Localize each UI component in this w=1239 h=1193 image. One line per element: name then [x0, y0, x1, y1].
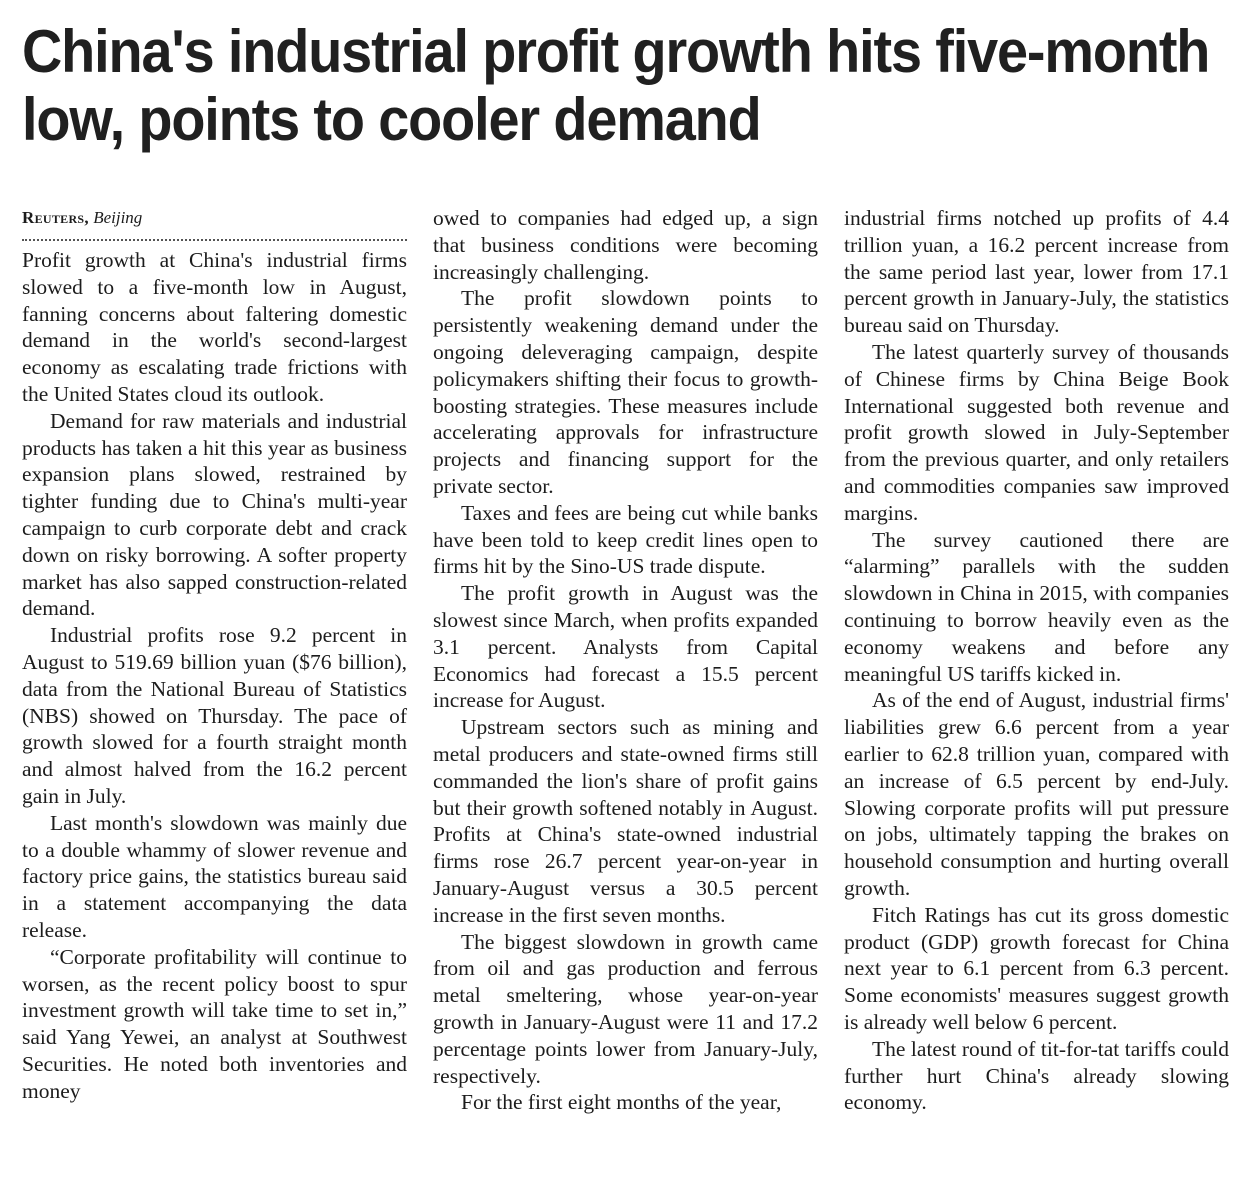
paragraph: The survey cautioned there are “alarming” parallels with the sudden slowdown in China in 2015, with companies continuing to borrow heavily even as the economy weakens and before any meaningful US tariffs kicked in.	[844, 527, 1229, 686]
paragraph: The biggest slowdown in growth came from oil and gas production and ferrous metal smeltering, whose year-on-year growth in January-August were 11 and 17.2 percentage points lower from January-July, respectively.	[433, 929, 818, 1088]
column-1	[22, 205, 407, 1116]
paragraph: “Corporate profitability will continue to worsen, as the recent policy boost to spur investment growth will take time to set in,” said Yang Yewei, an analyst at Southwest Securities. He noted both inventories and money	[22, 944, 407, 1103]
column-2	[433, 205, 818, 1116]
paragraph: Profit growth at China's industrial firms slowed to a five-month low in August, fanning concerns about faltering domestic demand in the world's second-largest economy as escalating trade frictions with the United States cloud its outlook.	[22, 248, 407, 406]
paragraph: Fitch Ratings has cut its gross domestic product (GDP) growth forecast for China next year to 6.1 percent from 6.3 percent. Some economists' measures suggest growth is already well below 6 percent.	[844, 902, 1229, 1034]
paragraph: For the first eight months of the year,	[461, 1090, 782, 1115]
article-columns	[22, 205, 1229, 1116]
paragraph: The latest quarterly survey of thousands of Chinese firms by China Beige Book International suggested both revenue and profit growth slowed in July-September from the previous quarter, and only retailers and commodities companies saw improved margins.	[844, 339, 1229, 525]
paragraph: As of the end of August, industrial firms' liabilities grew 6.6 percent from a year earlier to 62.8 trillion yuan, compared with an increase of 6.5 percent by end-July. Slowing corporate profits will put pressure on jobs, ultimately tapping the brakes on household consumption and hurting overall growth.	[844, 688, 1229, 900]
paragraph: The latest round of tit-for-tat tariffs could further hurt China's already slowing economy.	[844, 1036, 1229, 1115]
dotted-divider	[22, 235, 407, 241]
paragraph: Upstream sectors such as mining and metal producers and state-owned firms still commanded the lion's share of profit gains but their growth softened notably in August. Profits at China's state-owned industrial firms rose 26.7 percent year-on-year in January-August versus a 30.5 percent increase in the first seven months.	[433, 715, 818, 927]
headline: China's industrial profit growth hits five-month low, points to cooler demand	[22, 18, 1210, 153]
paragraph: The profit slowdown points to persistently weakening demand under the ongoing deleveraging campaign, despite policymakers shifting their focus to growth-boosting strategies. These measures include accelerating approvals for infrastructure projects and financing support for the private sector.	[433, 286, 818, 498]
paragraph: Demand for raw materials and industrial products has taken a hit this year as business expansion plans slowed, restrained by tighter funding due to China's multi-year campaign to curb corporate debt and crack down on risky borrowing. A softer property market has also sapped construction-related demand.	[22, 408, 407, 621]
paragraph: The profit growth in August was the slowest since March, when profits expanded 3.1 percent. Analysts from Capital Economics had forecast a 15.5 percent increase for August.	[433, 581, 818, 713]
byline-agency: Reuters,	[22, 208, 89, 227]
paragraph: Taxes and fees are being cut while banks have been told to keep credit lines open to firms hit by the Sino-US trade dispute.	[433, 500, 818, 579]
byline-city: Beijing	[93, 208, 143, 227]
paragraph: industrial firms notched up profits of 4.4 trillion yuan, a 16.2 percent increase from the same period last year, lower from 17.1 percent growth in January-July, the statistics bureau said on Thursday.	[844, 206, 1229, 338]
paragraph: Industrial profits rose 9.2 percent in August to 519.69 billion yuan ($76 billion), data from the National Bureau of Statistics (NBS) showed on Thursday. The pace of growth slowed for a fourth straight month and almost halved from the 16.2 percent gain in July.	[22, 623, 407, 808]
column-3	[844, 205, 1229, 1116]
paragraph: Last month's slowdown was mainly due to a double whammy of slower revenue and factory price gains, the statistics bureau said in a statement accompanying the data release.	[22, 810, 407, 942]
paragraph: owed to companies had edged up, a sign that business conditions were becoming increasingly challenging.	[433, 206, 818, 284]
byline	[22, 205, 407, 231]
